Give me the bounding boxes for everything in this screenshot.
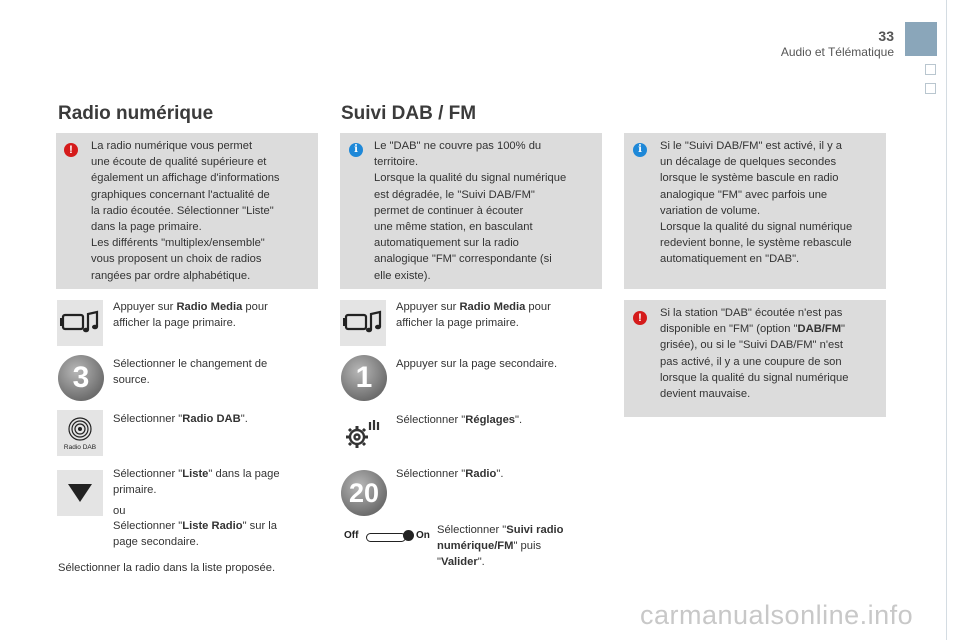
warning-box	[56, 133, 318, 289]
warning-icon: !	[633, 311, 647, 325]
step-badge-1: 1	[341, 355, 387, 401]
page-tab	[905, 22, 937, 56]
page-marker-square	[925, 83, 936, 94]
suivi-dab-fm-title: Suivi DAB / FM	[341, 103, 477, 124]
settings-gear-icon	[340, 410, 386, 456]
radio-media-button-icon	[57, 300, 103, 346]
radio-media-button-icon	[340, 300, 386, 346]
info-text: Le "DAB" ne couvre pas 100% du territoire. Lorsque la qualité du signal numérique est dégradée, le "Suivi DAB/FM" permet de continuer à écouter une même station, en basculant automatiquement sur la radio analogique "FM" correspondante (si elle existe).	[374, 140, 567, 282]
page-number: 33	[878, 28, 894, 44]
radio-numerique-title: Radio numérique	[58, 103, 214, 124]
left-step-liste-radio: Sélectionner "Liste Radio" sur la page secondaire.	[113, 520, 278, 548]
mid-step-radio-media: Appuyer sur Radio Media pour afficher la page primaire.	[396, 301, 551, 329]
down-arrow-icon	[57, 470, 103, 516]
section-title: Audio et Télématique	[780, 45, 894, 59]
toggle-knob	[403, 530, 414, 541]
mid-step-radio: Sélectionner "Radio".	[396, 468, 504, 480]
mid-step-secondary-page: Appuyer sur la page secondaire.	[396, 358, 558, 370]
warning-box-right	[624, 300, 886, 417]
page-marker-square	[925, 64, 936, 75]
info-box-right	[624, 133, 886, 289]
info-box	[340, 133, 602, 289]
step-badge-3: 3	[58, 355, 104, 401]
watermark: carmanualsonline.info	[640, 600, 914, 630]
warning-icon: !	[64, 143, 78, 157]
mid-step-reglages: Sélectionner "Réglages".	[396, 414, 523, 426]
info-text-right: Si le "Suivi DAB/FM" est activé, il y a un décalage de quelques secondes lorsque le système bascule en radio analogique "FM" avec parfois une variation de volume. Lorsque la qualité du signal numérique redevient bonne, le système rebascule automatiquement en "DAB".	[660, 140, 853, 266]
toggle-on-label: On	[416, 530, 430, 541]
toggle-off-label: Off	[344, 530, 359, 541]
warning-text-right: Si la station "DAB" écoutée n'est pas disponible en "FM" (option "DAB/FM" grisée), ou si le "Suivi DAB/FM" n'est pas activé, il y a une coupure de son lorsque la qualité du signal numérique devient mauvaise.	[660, 307, 849, 401]
left-step-select-radio: Sélectionner la radio dans la liste proposée.	[58, 562, 276, 574]
left-step-change-source: Sélectionner le changement de source.	[113, 358, 268, 386]
step-badge-20: 20	[341, 470, 387, 516]
info-icon: i	[349, 143, 363, 157]
toggle-track	[366, 533, 406, 542]
off-on-toggle-icon	[341, 528, 433, 546]
radio-dab-icon-label: Radio DAB	[63, 444, 97, 451]
mid-step-suivi-radio: Sélectionner "Suivi radio numérique/FM" puis "Valider".	[437, 524, 564, 568]
warning-text: La radio numérique vous permet une écoute de qualité supérieure et également un affichage d'informations graphiques concernant l'actualité de la radio écoutée. Sélectionner "Liste" dans la page primaire. Les différents "multiplex/ensemble" vous proposent un choix de radios rangées par ordre alphabétique.	[91, 140, 280, 282]
radio-dab-icon	[57, 410, 103, 456]
left-step-radio-dab: Sélectionner "Radio DAB".	[113, 413, 248, 425]
left-step-or: ou	[113, 505, 126, 517]
page-edge-line	[946, 0, 947, 640]
left-step-liste: Sélectionner "Liste" dans la page primaire.	[113, 468, 280, 496]
info-icon: i	[633, 143, 647, 157]
left-step-radio-media: Appuyer sur Radio Media pour afficher la page primaire.	[113, 301, 268, 329]
